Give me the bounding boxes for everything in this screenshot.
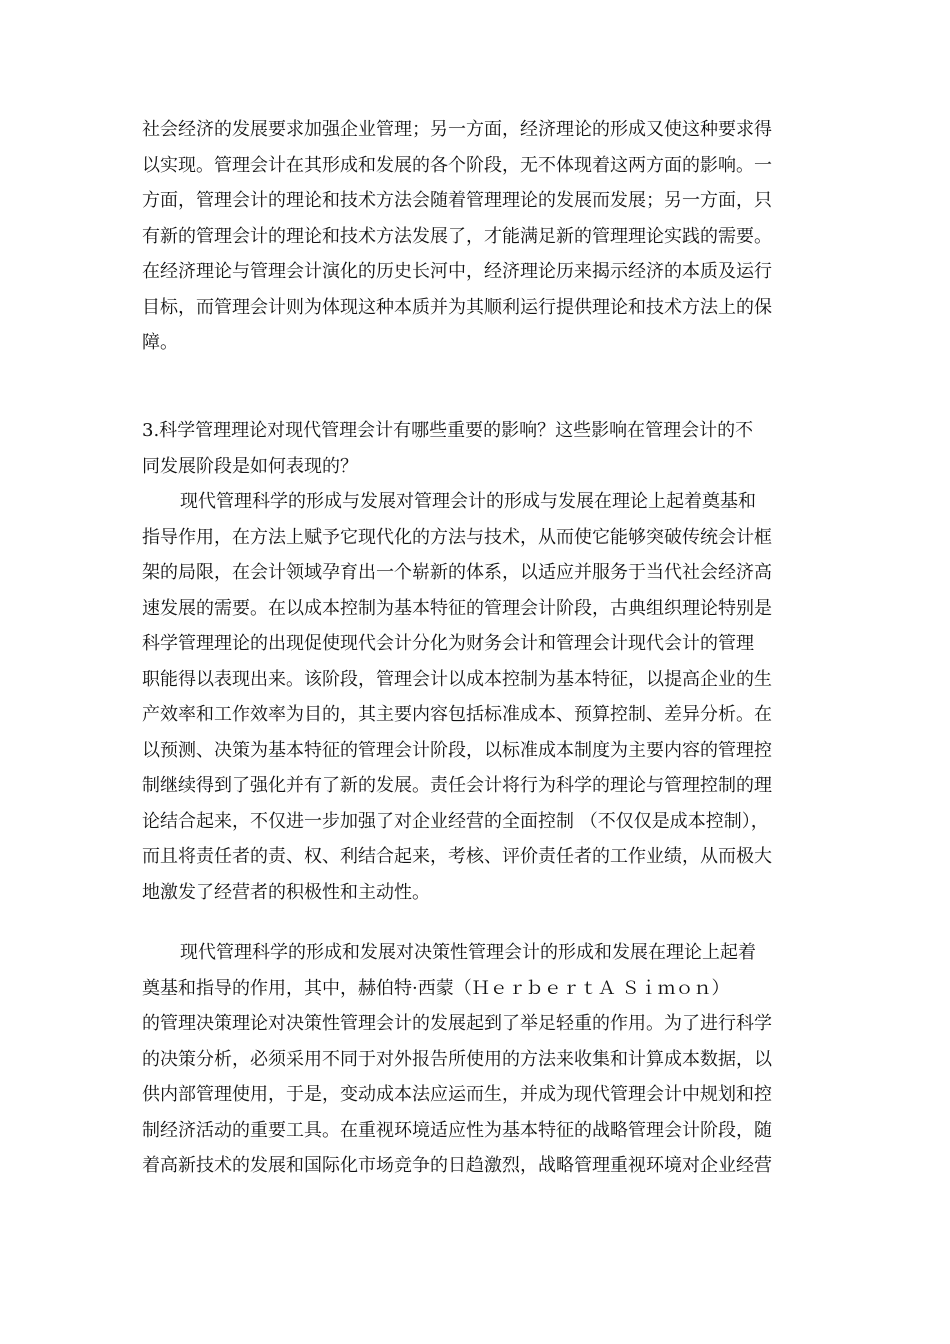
text-line: 制继续得到了强化并有了新的发展。责任会计将行为科学的理论与管理控制的理 xyxy=(142,775,772,796)
text-line: 3.科学管理理论对现代管理会计有哪些重要的影响？这些影响在管理会计的不 xyxy=(142,420,754,441)
text-line: 指导作用，在方法上赋予它现代化的方法与技术，从而使它能够突破传统会计框 xyxy=(142,526,772,548)
text-line: 科学管理理论的出现促使现代会计分化为财务会计和管理会计现代会计的管理 xyxy=(142,633,754,654)
text-line: 制经济活动的重要工具。在重视环境适应性为基本特征的战略管理会计阶段，随 xyxy=(142,1119,772,1141)
text-line: 现代管理科学的形成与发展对管理会计的形成与发展在理论上起着奠基和 xyxy=(180,491,756,512)
text-line: 现代管理科学的形成和发展对决策性管理会计的形成和发展在理论上起着 xyxy=(180,942,756,963)
paragraph-cost-control-stage xyxy=(142,484,808,910)
question-heading xyxy=(142,413,808,484)
text-line: 社会经济的发展要求加强企业管理；另一方面，经济理论的形成又使这种要求得 xyxy=(142,119,772,140)
paragraph-decision-stage xyxy=(142,935,808,1184)
text-line: 有新的管理会计的理论和技术方法发展了，才能满足新的管理理论实践的需要。 xyxy=(142,225,772,247)
text-line: 供内部管理使用，于是，变动成本法应运而生，并成为现代管理会计中规划和控 xyxy=(142,1084,772,1105)
text-line: 的管理决策理论对决策性管理会计的发展起到了举足轻重的作用。为了进行科学 xyxy=(142,1013,772,1034)
text-line: 而且将责任者的责、权、利结合起来，考核、评价责任者的工作业绩，从而极大 xyxy=(142,846,772,867)
text-line: 同发展阶段是如何表现的？ xyxy=(142,455,358,477)
text-line: 以实现。管理会计在其形成和发展的各个阶段，无不体现着这两方面的影响。一 xyxy=(142,154,772,176)
text-line: 产效率和工作效率为目的，其主要内容包括标准成本、预算控制、差异分析。在 xyxy=(142,704,772,725)
text-line: 以预测、决策为基本特征的管理会计阶段，以标准成本制度为主要内容的管理控 xyxy=(142,739,772,761)
text-line: 方面，管理会计的理论和技术方法会随着管理理论的发展而发展；另一方面，只 xyxy=(142,190,772,211)
text-line: 奠基和指导的作用，其中，赫伯特·西蒙（ＨｅｒｂｅｒｔＡ Ｓｉｍｏｎ） xyxy=(142,977,730,999)
text-line: 障。 xyxy=(142,332,178,353)
text-line: 地激发了经营者的积极性和主动性。 xyxy=(142,881,430,903)
text-line: 的决策分析，必须采用不同于对外报告所使用的方法来收集和计算成本数据，以 xyxy=(142,1048,772,1070)
text-line: 职能得以表现出来。该阶段，管理会计以成本控制为基本特征，以提高企业的生 xyxy=(142,668,772,690)
text-line: 速发展的需要。在以成本控制为基本特征的管理会计阶段，古典组织理论特别是 xyxy=(142,597,772,619)
text-line: 论结合起来，不仅进一步加强了对企业经营的全面控制 （不仅仅是成本控制）， xyxy=(142,810,769,832)
paragraph-economic-theory xyxy=(142,112,808,361)
text-line: 架的局限，在会计领域孕育出一个崭新的体系，以适应并服务于当代社会经济高 xyxy=(142,562,772,583)
text-line: 在经济理论与管理会计演化的历史长河中，经济理论历来揭示经济的本质及运行 xyxy=(142,261,772,282)
text-line: 目标，而管理会计则为体现这种本质并为其顺利运行提供理论和技术方法上的保 xyxy=(142,296,772,318)
text-line: 着高新技术的发展和国际化市场竞争的日趋激烈，战略管理重视环境对企业经营 xyxy=(142,1155,772,1176)
